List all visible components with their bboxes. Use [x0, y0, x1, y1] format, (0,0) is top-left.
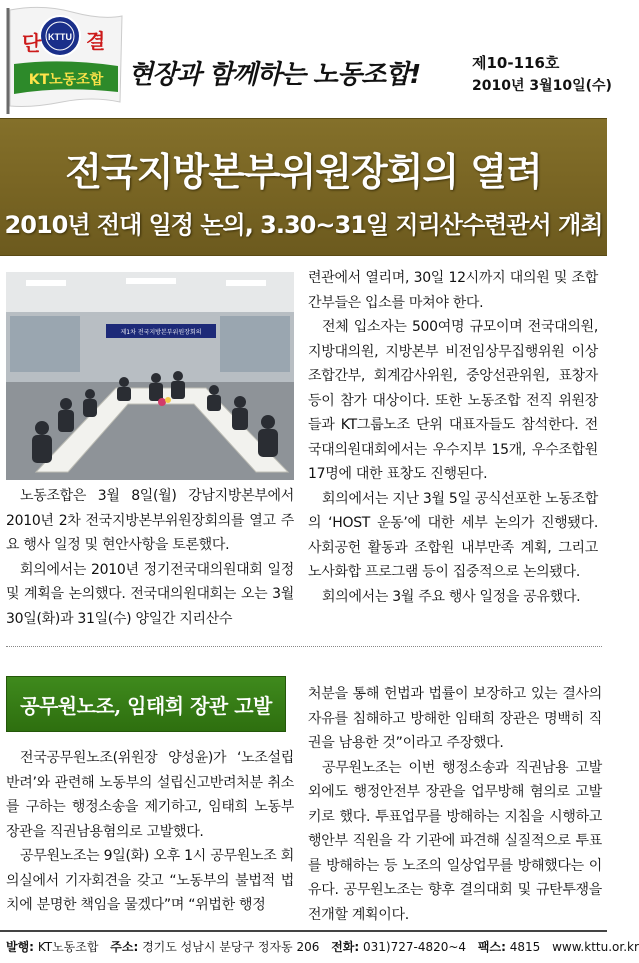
photo-banner-text: 제1차 전국지방본부위원장회의: [120, 329, 202, 336]
footer-address: 경기도 성남시 분당구 정자동 206: [142, 940, 320, 954]
flag-logo-text: KT노동조합: [28, 72, 104, 88]
footer-phone-label: 전화:: [331, 940, 360, 954]
article1-paragraph: 회의에서는 3월 주요 행사 일정을 공유했다.: [322, 588, 581, 605]
headline: 현장과 함께하는 노동조합!: [128, 60, 421, 90]
article1-paragraph: 련관에서 열리며, 30일 12시까지 대의원 및 조합간부들은 입소를 마쳐야 한다.: [308, 270, 598, 311]
footer-fax: 4815: [509, 940, 541, 954]
article1-paragraph: 전체 입소자는 500여명 규모이며 전국대의원, 지방대의원, 지방본부 비전임상무집행위원 이상 조합간부, 회계감사위원, 중앙선관위원, 표창자 등이 참가 대상이다. 또한 노동조합 전직 위원장들과 KT그룹노조 단위 대표자들도 참석한다. 전국대의원대회에서는 우수지부 15개, 우수조합원 17명에 대한 표창도 진행된다.: [308, 319, 598, 482]
masthead: [0, 0, 612, 118]
union-flag-logo: [2, 2, 124, 114]
flag-badge-text: KTTU: [48, 32, 72, 42]
footer: [0, 930, 639, 963]
banner-title: 전국지방본부위원장회의 열려: [65, 150, 542, 194]
banner-subtitle: 2010년 전대 일정 논의, 3.30~31일 지리산수련관서 개최: [4, 211, 603, 239]
meeting-photo-image: [6, 272, 294, 480]
footer-publisher: KT노동조합: [37, 940, 99, 954]
footer-fax-label: 팩스:: [477, 940, 506, 954]
issue-date: 2010년 3월10일(수): [472, 78, 612, 94]
article2-paragraph: 공무원노조는 이번 행정소송과 직권남용 고발외에도 행정안전부 장관을 업무방해 혐의로 고발키로 했다. 투표업무를 방해하는 지침을 시행하고 행안부 직원을 각 기관에 파견해 실질적으로 투표를 방해하는 등 노조의 일상업무를 방해했다는 이유다. 공무원노조는 향후 결의대회 및 규탄투쟁을 전개할 계획이다.: [308, 759, 602, 923]
article1-paragraph: 회의에서는 지난 3월 5일 공식선포한 노동조합의 ‘HOST 운동’에 대한 세부 논의가 진행됐다. 사회공헌 활동과 조합원 내부만족 계획, 그리고 노사화합 프로그램 등이 집중적으로 논의됐다.: [308, 490, 598, 580]
flag-text-left: 단: [22, 31, 42, 55]
article2-left-column: [6, 746, 294, 918]
title-banner: [0, 118, 607, 256]
section-divider: [6, 646, 602, 647]
article1-right-column: [308, 266, 598, 609]
footer-website-link[interactable]: www.kttu.or.kr: [552, 940, 639, 954]
article1-paragraph: 회의에서는 2010년 정기전국대의원대회 일정 및 계획을 논의했다. 전국대의원대회는 오는 3월 30일(화)과 31일(수) 양일간 지리산수: [6, 561, 294, 627]
article1-paragraph: 노동조합은 3월 8일(월) 강남지방본부에서 2010년 2차 전국지방본부위원장회의를 열고 주요 행사 일정 및 현안사항을 토론했다.: [6, 488, 294, 553]
article2-paragraph: 전국공무원노조(위원장 양성윤)가 ‘노조설립반려’와 관련해 노동부의 설립신고반려처분 취소를 구하는 행정소송을 제기하고, 임태희 노동부장관을 직권남용혐의로 고발했다.: [6, 750, 294, 840]
meeting-photo: [6, 272, 294, 480]
footer-address-label: 주소:: [110, 940, 139, 954]
article2-right-column: [308, 682, 602, 927]
article2-paragraph: 처분을 통해 헌법과 법률이 보장하고 있는 결사의 자유를 침해하고 방해한 임태희 장관은 명백히 직권을 남용한 것”이라고 주장했다.: [308, 686, 602, 751]
issue-number: 제10-116호: [472, 54, 560, 72]
article2-paragraph: 공무원노조는 9일(화) 오후 1시 공무원노조 회의실에서 기자회견을 갖고 “노동부의 불법적 법치에 분명한 책임을 물겠다”며 “위법한 행정: [6, 848, 294, 913]
footer-publisher-label: 발행:: [6, 940, 34, 954]
issue-info: [472, 52, 612, 95]
flag-text-right: 결: [86, 29, 106, 53]
article2-heading: 공무원노조, 임태희 장관 고발: [20, 693, 272, 718]
footer-phone: 031)727-4820~4: [363, 940, 467, 954]
article1-left-column: [6, 484, 294, 631]
article2-heading-box: [6, 676, 286, 732]
